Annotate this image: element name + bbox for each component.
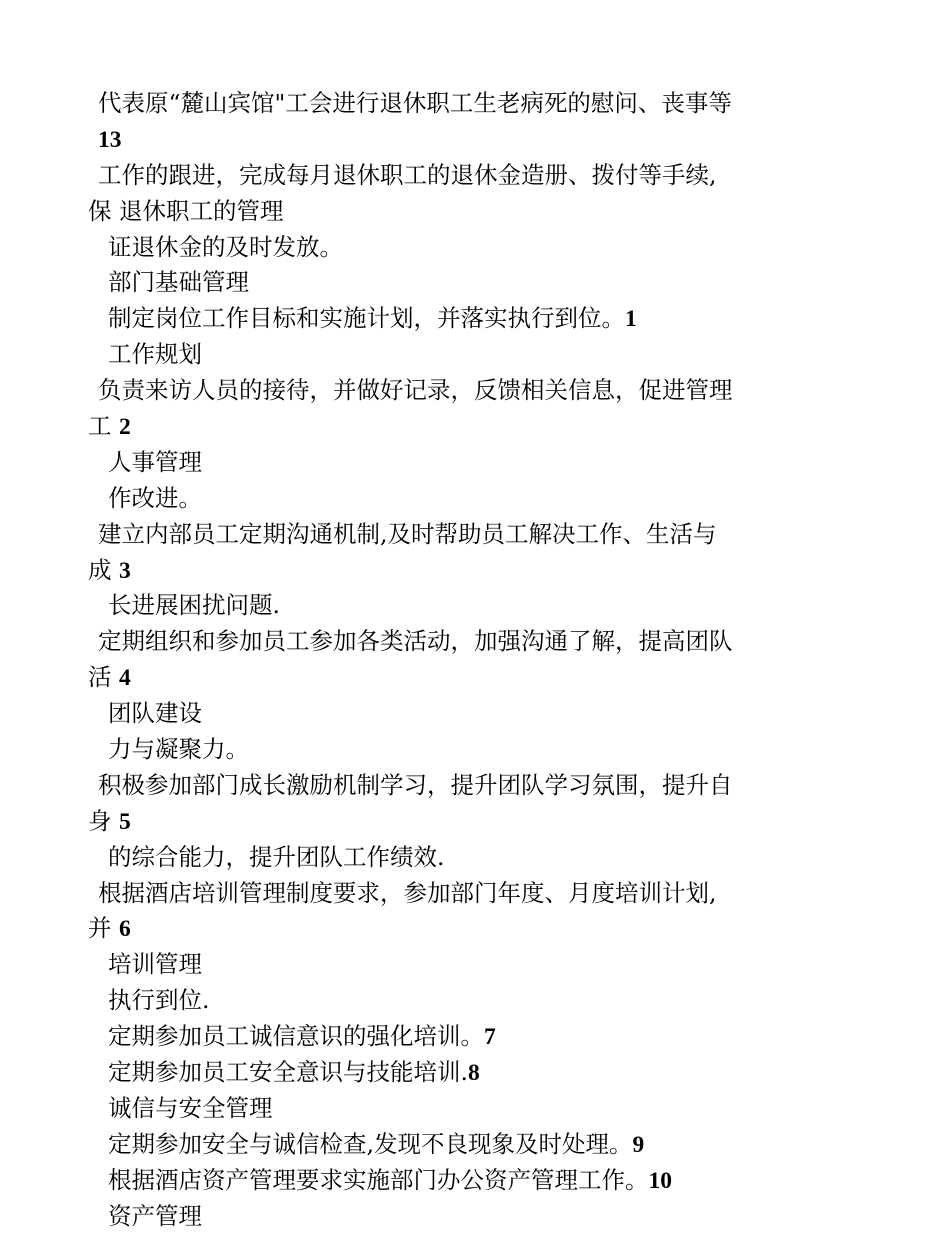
text-line (88, 624, 878, 660)
line-text: 力与凝聚力。 (108, 735, 249, 764)
line-text: 资产管理 (108, 1201, 202, 1230)
line-text: 活 (88, 663, 112, 692)
item-number: 8 (467, 1060, 480, 1087)
section-heading (88, 947, 878, 983)
line-text: 根据酒店培训管理制度要求，参加部门年度、月度培训计划, (98, 878, 717, 907)
item-number: 9 (632, 1131, 645, 1158)
line-text: 积极参加部门成长激励机制学习，提升团队学习氛围，提升自 (98, 770, 733, 799)
line-text: 团队建设 (108, 699, 202, 728)
section-heading (88, 1091, 878, 1127)
item-number: 7 (484, 1024, 496, 1051)
text-line (88, 409, 878, 445)
text-line (88, 983, 878, 1019)
line-text: 长进展困扰问题. (108, 591, 280, 620)
item-number: 6 (118, 916, 131, 943)
document-body (88, 86, 878, 1235)
line-text: 人事管理 (108, 447, 202, 476)
text-line (88, 1055, 878, 1091)
text-line (88, 1163, 878, 1199)
line-text: 定期参加员工诚信意识的强化培训。 (108, 1022, 484, 1051)
line-text: 定期参加员工安全意识与技能培训. (108, 1058, 468, 1087)
text-line (88, 553, 878, 589)
item-number: 3 (118, 557, 131, 584)
item-number: 1 (625, 306, 637, 333)
line-text: 的综合能力，提升团队工作绩效. (108, 842, 445, 871)
line-text: 培训管理 (108, 950, 202, 979)
line-text: 保 退休职工的管理 (88, 196, 284, 225)
text-line (88, 1019, 878, 1055)
line-text: 并 (88, 914, 112, 943)
text-line (88, 660, 878, 696)
text-line (88, 194, 878, 230)
line-text: 证退休金的及时发放。 (108, 232, 343, 261)
line-text: 代表原“麓山宾馆"工会进行退休职工生老病死的慰问、丧事等 (98, 89, 732, 117)
line-text: 根据酒店资产管理要求实施部门办公资产管理工作。 (108, 1165, 649, 1194)
text-line (88, 158, 878, 194)
line-text: 建立内部员工定期沟通机制,及时帮助员工解决工作、生活与 (98, 519, 717, 548)
text-line (88, 517, 878, 553)
text-line (88, 86, 878, 122)
text-line (88, 481, 878, 517)
section-heading (88, 265, 878, 301)
text-line (88, 301, 878, 337)
line-text: 部门基础管理 (108, 268, 249, 297)
section-heading (88, 445, 878, 481)
line-text: 工作规划 (108, 340, 202, 369)
line-text: 制定岗位工作目标和实施计划，并落实执行到位。 (108, 304, 625, 333)
text-line (88, 122, 878, 158)
text-line (88, 230, 878, 266)
line-text: 作改进。 (108, 483, 202, 512)
item-number: 10 (648, 1167, 672, 1194)
text-line (88, 911, 878, 947)
section-heading (88, 696, 878, 732)
text-line (88, 1127, 878, 1163)
item-number: 5 (118, 808, 131, 835)
text-line (88, 588, 878, 624)
text-line (88, 804, 878, 840)
section-heading (88, 1199, 878, 1235)
line-text: 身 (88, 806, 112, 835)
item-number: 4 (118, 665, 131, 692)
line-text: 工 (88, 412, 112, 441)
text-line (88, 768, 878, 804)
item-number: 13 (98, 126, 122, 153)
line-text: 执行到位. (108, 986, 210, 1015)
line-text: 工作的跟进，完成每月退休职工的退休金造册、拨付等手续, (98, 160, 717, 189)
line-text: 负责来访人员的接待，并做好记录，反馈相关信息，促进管理 (98, 376, 733, 405)
line-text: 成 (88, 555, 112, 584)
section-heading (88, 337, 878, 373)
line-text: 定期参加安全与诚信检查,发现不良现象及时处理。 (108, 1129, 633, 1158)
item-number: 2 (118, 414, 131, 441)
text-line (88, 876, 878, 912)
text-line (88, 373, 878, 409)
line-text: 定期组织和参加员工参加各类活动，加强沟通了解，提高团队 (98, 627, 733, 656)
line-text: 诚信与安全管理 (108, 1093, 273, 1122)
text-line (88, 732, 878, 768)
text-line (88, 840, 878, 876)
